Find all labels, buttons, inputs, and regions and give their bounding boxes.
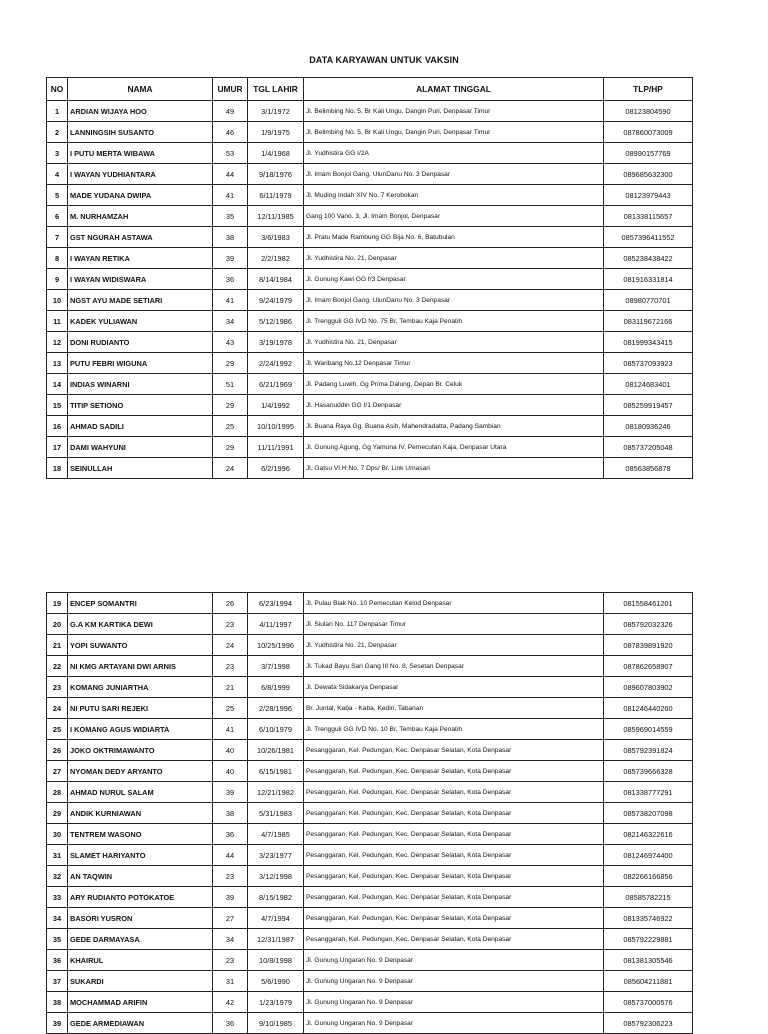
employee-table-part-1 bbox=[46, 77, 693, 479]
cell-tlp: 085238438422 bbox=[604, 248, 693, 269]
table-row bbox=[47, 866, 693, 887]
cell-tgl-lahir: 6/11/1979 bbox=[248, 185, 304, 206]
cell-umur: 23 bbox=[213, 866, 248, 887]
cell-no: 28 bbox=[47, 782, 68, 803]
cell-umur: 40 bbox=[213, 740, 248, 761]
cell-no: 29 bbox=[47, 803, 68, 824]
cell-alamat: Jl. Buana Raya Gg. Buana Asih, Mahendradatta, Padang Sambian bbox=[304, 416, 604, 437]
cell-no: 37 bbox=[47, 971, 68, 992]
cell-no: 33 bbox=[47, 887, 68, 908]
cell-nama: I WAYAN YUDHIANTARA bbox=[68, 164, 213, 185]
cell-alamat: Pesanggaran, Kel. Pedungan, Kec. Denpasar Selatan, Kota Denpasar bbox=[304, 824, 604, 845]
cell-umur: 39 bbox=[213, 248, 248, 269]
cell-tgl-lahir: 6/21/1969 bbox=[248, 374, 304, 395]
cell-umur: 36 bbox=[213, 269, 248, 290]
cell-tlp: 085737000576 bbox=[604, 992, 693, 1013]
cell-nama: TENTREM WASONO bbox=[68, 824, 213, 845]
cell-tgl-lahir: 6/8/1999 bbox=[248, 677, 304, 698]
table-row bbox=[47, 122, 693, 143]
cell-tlp: 085792306223 bbox=[604, 1013, 693, 1034]
table-row bbox=[47, 1013, 693, 1034]
cell-tgl-lahir: 8/14/1984 bbox=[248, 269, 304, 290]
cell-nama: KHAIRUL bbox=[68, 950, 213, 971]
table-row bbox=[47, 656, 693, 677]
cell-tlp: 087860073009 bbox=[604, 122, 693, 143]
cell-nama: MADE YUDANA DWIPA bbox=[68, 185, 213, 206]
cell-tgl-lahir: 9/18/1976 bbox=[248, 164, 304, 185]
cell-no: 16 bbox=[47, 416, 68, 437]
cell-tlp: 081916331814 bbox=[604, 269, 693, 290]
header-tgl-lahir: TGL LAHIR bbox=[248, 78, 304, 101]
cell-tgl-lahir: 4/7/1985 bbox=[248, 824, 304, 845]
cell-alamat: Jl. Yudhistira GG I/2A bbox=[304, 143, 604, 164]
cell-alamat: Pesanggaran, Kel. Pedungan, Kec. Denpasar Selatan, Kota Denpasar bbox=[304, 740, 604, 761]
cell-no: 35 bbox=[47, 929, 68, 950]
cell-tlp: 0857396411552 bbox=[604, 227, 693, 248]
table-row bbox=[47, 740, 693, 761]
cell-umur: 49 bbox=[213, 101, 248, 122]
cell-no: 24 bbox=[47, 698, 68, 719]
cell-tgl-lahir: 12/31/1987 bbox=[248, 929, 304, 950]
cell-alamat: Jl. Imam Bonjol Gang. UlunDanu No. 3 Denpasar bbox=[304, 164, 604, 185]
cell-tlp: 085259919457 bbox=[604, 395, 693, 416]
header-umur: UMUR bbox=[213, 78, 248, 101]
cell-tgl-lahir: 5/31/1983 bbox=[248, 803, 304, 824]
cell-no: 38 bbox=[47, 992, 68, 1013]
cell-nama: ENCEP SOMANTRI bbox=[68, 593, 213, 614]
cell-no: 34 bbox=[47, 908, 68, 929]
header-no: NO bbox=[47, 78, 68, 101]
cell-alamat: Jl. Belimbing No. 5, Br Kali Ungu, Dangin Puri, Denpasar Timur bbox=[304, 122, 604, 143]
cell-nama: G.A KM KARTIKA DEWI bbox=[68, 614, 213, 635]
cell-nama: LANNINGSIH SUSANTO bbox=[68, 122, 213, 143]
cell-alamat: Pesanggaran, Kel. Pedungan, Kec. Denpasar Selatan, Kota Denpasar bbox=[304, 782, 604, 803]
cell-nama: NYOMAN DEDY ARYANTO bbox=[68, 761, 213, 782]
cell-nama: NI PUTU SARI REJEKI bbox=[68, 698, 213, 719]
cell-tgl-lahir: 12/11/1985 bbox=[248, 206, 304, 227]
cell-tlp: 085792032326 bbox=[604, 614, 693, 635]
cell-alamat: Jl. Hasanuddin GG I/1 Denpasar bbox=[304, 395, 604, 416]
cell-umur: 38 bbox=[213, 803, 248, 824]
cell-tgl-lahir: 5/6/1990 bbox=[248, 971, 304, 992]
cell-tlp: 085792391824 bbox=[604, 740, 693, 761]
cell-alamat: Jl. Pratu Made Rambung GG Bija No. 6, Batubulan bbox=[304, 227, 604, 248]
cell-no: 17 bbox=[47, 437, 68, 458]
cell-no: 5 bbox=[47, 185, 68, 206]
cell-tlp: 081335746922 bbox=[604, 908, 693, 929]
table-row bbox=[47, 101, 693, 122]
cell-umur: 29 bbox=[213, 353, 248, 374]
cell-tlp: 08990157769 bbox=[604, 143, 693, 164]
cell-alamat: Jl. Trengguli GG IVD No. 10 Br. Tembau Kaja Penatih bbox=[304, 719, 604, 740]
cell-tlp: 082266166856 bbox=[604, 866, 693, 887]
cell-no: 6 bbox=[47, 206, 68, 227]
cell-tlp: 08585782215 bbox=[604, 887, 693, 908]
cell-nama: JOKO OKTRIMAWANTO bbox=[68, 740, 213, 761]
table-row bbox=[47, 677, 693, 698]
cell-nama: I WAYAN RETIKA bbox=[68, 248, 213, 269]
cell-nama: DAMI WAHYUNI bbox=[68, 437, 213, 458]
cell-umur: 23 bbox=[213, 950, 248, 971]
cell-umur: 25 bbox=[213, 698, 248, 719]
cell-umur: 21 bbox=[213, 677, 248, 698]
cell-no: 20 bbox=[47, 614, 68, 635]
cell-umur: 39 bbox=[213, 782, 248, 803]
cell-umur: 29 bbox=[213, 395, 248, 416]
table-row bbox=[47, 458, 693, 479]
table-row bbox=[47, 311, 693, 332]
table-row bbox=[47, 143, 693, 164]
cell-tgl-lahir: 1/23/1979 bbox=[248, 992, 304, 1013]
cell-nama: AN TAQWIN bbox=[68, 866, 213, 887]
table-row bbox=[47, 698, 693, 719]
cell-alamat: Jl. Tukad Bayu Sari Gang III No. 8, Sesetan Denpasar bbox=[304, 656, 604, 677]
cell-umur: 38 bbox=[213, 227, 248, 248]
cell-alamat: Pesanggaran, Kel. Pedungan, Kec. Denpasar Selatan, Kota Denpasar bbox=[304, 761, 604, 782]
cell-nama: I KOMANG AGUS WIDIARTA bbox=[68, 719, 213, 740]
table-row bbox=[47, 845, 693, 866]
cell-no: 9 bbox=[47, 269, 68, 290]
cell-alamat: Jl. Yudhistira No. 21, Denpasar bbox=[304, 635, 604, 656]
cell-tlp: 085737093923 bbox=[604, 353, 693, 374]
cell-umur: 42 bbox=[213, 992, 248, 1013]
table-row bbox=[47, 269, 693, 290]
table-row bbox=[47, 782, 693, 803]
cell-umur: 24 bbox=[213, 458, 248, 479]
cell-no: 10 bbox=[47, 290, 68, 311]
cell-alamat: Pesanggaran, Kel. Pedungan, Kec. Denpasar Selatan, Kota Denpasar bbox=[304, 908, 604, 929]
cell-alamat: Jl. Muding Indah XIV No. 7 Kerobokan bbox=[304, 185, 604, 206]
cell-umur: 29 bbox=[213, 437, 248, 458]
cell-tlp: 089685632300 bbox=[604, 164, 693, 185]
cell-no: 1 bbox=[47, 101, 68, 122]
cell-tgl-lahir: 10/26/1981 bbox=[248, 740, 304, 761]
cell-tgl-lahir: 3/19/1978 bbox=[248, 332, 304, 353]
cell-umur: 24 bbox=[213, 635, 248, 656]
cell-nama: YOPI SUWANTO bbox=[68, 635, 213, 656]
cell-no: 2 bbox=[47, 122, 68, 143]
table-row bbox=[47, 593, 693, 614]
header-nama: NAMA bbox=[68, 78, 213, 101]
cell-tlp: 087839891920 bbox=[604, 635, 693, 656]
cell-tgl-lahir: 3/7/1998 bbox=[248, 656, 304, 677]
cell-tlp: 087862658907 bbox=[604, 656, 693, 677]
cell-nama: ARDIAN WIJAYA HOO bbox=[68, 101, 213, 122]
table-row bbox=[47, 437, 693, 458]
cell-alamat: Jl. Gunung Ungaran No. 9 Denpasar bbox=[304, 992, 604, 1013]
cell-umur: 43 bbox=[213, 332, 248, 353]
table-row bbox=[47, 761, 693, 782]
cell-no: 32 bbox=[47, 866, 68, 887]
cell-umur: 31 bbox=[213, 971, 248, 992]
cell-nama: KOMANG JUNIARTHA bbox=[68, 677, 213, 698]
cell-tgl-lahir: 10/25/1996 bbox=[248, 635, 304, 656]
table-row bbox=[47, 614, 693, 635]
cell-tgl-lahir: 3/23/1977 bbox=[248, 845, 304, 866]
cell-alamat: Jl. Waribang No.12 Denpasar Timur bbox=[304, 353, 604, 374]
cell-tgl-lahir: 4/11/1997 bbox=[248, 614, 304, 635]
cell-tlp: 081558461201 bbox=[604, 593, 693, 614]
cell-alamat: Pesanggaran, Kel. Pedungan, Kec. Denpasar Selatan, Kota Denpasar bbox=[304, 845, 604, 866]
table-row bbox=[47, 824, 693, 845]
cell-tlp: 085969014559 bbox=[604, 719, 693, 740]
cell-tlp: 081999343415 bbox=[604, 332, 693, 353]
cell-umur: 27 bbox=[213, 908, 248, 929]
cell-no: 18 bbox=[47, 458, 68, 479]
cell-no: 11 bbox=[47, 311, 68, 332]
cell-nama: DONI RUDIANTO bbox=[68, 332, 213, 353]
table-row bbox=[47, 971, 693, 992]
cell-alamat: Jl. Gatsu VI H No. 7 Dps/ Br. Link Umasari bbox=[304, 458, 604, 479]
cell-no: 7 bbox=[47, 227, 68, 248]
cell-no: 21 bbox=[47, 635, 68, 656]
cell-alamat: Jl. Dewata Sidakarya Denpasar bbox=[304, 677, 604, 698]
cell-tlp: 085792229881 bbox=[604, 929, 693, 950]
table-row bbox=[47, 416, 693, 437]
cell-no: 15 bbox=[47, 395, 68, 416]
cell-tlp: 085739666328 bbox=[604, 761, 693, 782]
cell-alamat: Jl. Gunung Kawi GG f/3 Denpasar bbox=[304, 269, 604, 290]
table-row bbox=[47, 353, 693, 374]
cell-alamat: Jl. Gunung Ungaran No. 9 Denpasar bbox=[304, 1013, 604, 1034]
table-row bbox=[47, 719, 693, 740]
cell-umur: 44 bbox=[213, 164, 248, 185]
cell-umur: 44 bbox=[213, 845, 248, 866]
cell-tgl-lahir: 6/2/1996 bbox=[248, 458, 304, 479]
cell-tgl-lahir: 10/8/1998 bbox=[248, 950, 304, 971]
cell-tgl-lahir: 2/28/1996 bbox=[248, 698, 304, 719]
cell-umur: 46 bbox=[213, 122, 248, 143]
cell-umur: 25 bbox=[213, 416, 248, 437]
cell-nama: SUKARDI bbox=[68, 971, 213, 992]
cell-nama: SEINULLAH bbox=[68, 458, 213, 479]
cell-tlp: 082146322616 bbox=[604, 824, 693, 845]
cell-no: 3 bbox=[47, 143, 68, 164]
cell-no: 8 bbox=[47, 248, 68, 269]
table-row bbox=[47, 908, 693, 929]
cell-nama: NGST AYU MADE SETIARI bbox=[68, 290, 213, 311]
cell-no: 4 bbox=[47, 164, 68, 185]
cell-tgl-lahir: 1/9/1975 bbox=[248, 122, 304, 143]
cell-tlp: 081381305546 bbox=[604, 950, 693, 971]
cell-alamat: Gang 100 Vano. 3, Jl. Imam Bonjol, Denpasar bbox=[304, 206, 604, 227]
cell-umur: 23 bbox=[213, 656, 248, 677]
cell-tlp: 089607803902 bbox=[604, 677, 693, 698]
cell-tgl-lahir: 3/1/1972 bbox=[248, 101, 304, 122]
cell-nama: SLAMET HARIYANTO bbox=[68, 845, 213, 866]
cell-nama: PUTU FEBRI WIGUNA bbox=[68, 353, 213, 374]
cell-tgl-lahir: 9/10/1985 bbox=[248, 1013, 304, 1034]
cell-tgl-lahir: 6/23/1994 bbox=[248, 593, 304, 614]
cell-tlp: 08124683401 bbox=[604, 374, 693, 395]
cell-nama: AHMAD NURUL SALAM bbox=[68, 782, 213, 803]
table-row bbox=[47, 332, 693, 353]
table-row bbox=[47, 803, 693, 824]
cell-umur: 36 bbox=[213, 1013, 248, 1034]
cell-alamat: Pesanggaran, Kel. Pedungan, Kec. Denpasar Selatan, Kota Denpasar bbox=[304, 803, 604, 824]
cell-nama: NI KMG ARTAYANI DWI ARNIS bbox=[68, 656, 213, 677]
cell-alamat: Pesanggaran, Kel. Pedungan, Kec. Denpasar Selatan, Kota Denpasar bbox=[304, 887, 604, 908]
table-row bbox=[47, 950, 693, 971]
cell-alamat: Jl. Gunung Agung, Gg Yamuna IV, Pemecutan Kaja, Denpasar Utara bbox=[304, 437, 604, 458]
table-row bbox=[47, 185, 693, 206]
cell-tgl-lahir: 1/4/1968 bbox=[248, 143, 304, 164]
cell-tgl-lahir: 2/2/1982 bbox=[248, 248, 304, 269]
cell-alamat: Jl. Imam Bonjol Gang. UlunDanu No. 3 Denpasar bbox=[304, 290, 604, 311]
cell-umur: 51 bbox=[213, 374, 248, 395]
cell-alamat: Jl. Gunung Ungaran No. 9 Denpasar bbox=[304, 950, 604, 971]
cell-alamat: Pesanggaran, Kel. Pedungan, Kec. Denpasar Selatan, Kota Denpasar bbox=[304, 929, 604, 950]
cell-nama: ANDIK KURNIAWAN bbox=[68, 803, 213, 824]
cell-no: 19 bbox=[47, 593, 68, 614]
cell-no: 13 bbox=[47, 353, 68, 374]
cell-umur: 53 bbox=[213, 143, 248, 164]
table-row bbox=[47, 227, 693, 248]
cell-alamat: Jl. Trengguli GG IVD No. 75 Br. Tembau Kaja Penatih bbox=[304, 311, 604, 332]
table-row bbox=[47, 164, 693, 185]
cell-tgl-lahir: 11/11/1991 bbox=[248, 437, 304, 458]
cell-umur: 39 bbox=[213, 887, 248, 908]
cell-no: 23 bbox=[47, 677, 68, 698]
cell-nama: MOCHAMMAD ARIFIN bbox=[68, 992, 213, 1013]
cell-tlp: 081246974400 bbox=[604, 845, 693, 866]
cell-tlp: 081338115657 bbox=[604, 206, 693, 227]
table-row bbox=[47, 395, 693, 416]
cell-tgl-lahir: 6/15/1981 bbox=[248, 761, 304, 782]
cell-tlp: 085738207098 bbox=[604, 803, 693, 824]
cell-nama: GEDE ARMEDIAWAN bbox=[68, 1013, 213, 1034]
cell-no: 39 bbox=[47, 1013, 68, 1034]
cell-tgl-lahir: 10/10/1995 bbox=[248, 416, 304, 437]
cell-nama: BASORI YUSRON bbox=[68, 908, 213, 929]
cell-no: 25 bbox=[47, 719, 68, 740]
cell-tgl-lahir: 6/10/1979 bbox=[248, 719, 304, 740]
cell-nama: ARY RUDIANTO POTOKATOE bbox=[68, 887, 213, 908]
cell-nama: I WAYAN WIDISWARA bbox=[68, 269, 213, 290]
header-alamat: ALAMAT TINGGAL bbox=[304, 78, 604, 101]
cell-nama: AHMAD SADILI bbox=[68, 416, 213, 437]
cell-no: 30 bbox=[47, 824, 68, 845]
cell-alamat: Jl. Pulau Biak No. 10 Pemecutan Kelod Denpasar bbox=[304, 593, 604, 614]
table-row bbox=[47, 929, 693, 950]
cell-tlp: 08123804590 bbox=[604, 101, 693, 122]
cell-alamat: Jl. Gunung Ungaran No. 9 Denpasar bbox=[304, 971, 604, 992]
cell-alamat: Jl. Padang Luwih, Gg Prima Dalung, Depan Br. Celuk bbox=[304, 374, 604, 395]
cell-tgl-lahir: 8/15/1982 bbox=[248, 887, 304, 908]
table-row bbox=[47, 248, 693, 269]
cell-tlp: 083119672166 bbox=[604, 311, 693, 332]
cell-umur: 23 bbox=[213, 614, 248, 635]
cell-no: 12 bbox=[47, 332, 68, 353]
table-row bbox=[47, 206, 693, 227]
cell-no: 36 bbox=[47, 950, 68, 971]
cell-nama: I PUTU MERTA WIBAWA bbox=[68, 143, 213, 164]
table-row bbox=[47, 992, 693, 1013]
cell-tlp: 08563856878 bbox=[604, 458, 693, 479]
cell-tlp: 081338777291 bbox=[604, 782, 693, 803]
cell-umur: 40 bbox=[213, 761, 248, 782]
cell-alamat: Br. Juntal, Kaba - Kaba, Kediri, Tabanan bbox=[304, 698, 604, 719]
cell-no: 31 bbox=[47, 845, 68, 866]
cell-tlp: 085737205048 bbox=[604, 437, 693, 458]
header-tlp: TLP/HP bbox=[604, 78, 693, 101]
cell-nama: GST NGURAH ASTAWA bbox=[68, 227, 213, 248]
table-row bbox=[47, 374, 693, 395]
cell-umur: 34 bbox=[213, 311, 248, 332]
cell-nama: GEDE DARMAYASA bbox=[68, 929, 213, 950]
table-row bbox=[47, 887, 693, 908]
table-header-row bbox=[47, 78, 693, 101]
table-row bbox=[47, 635, 693, 656]
cell-umur: 34 bbox=[213, 929, 248, 950]
employee-table-part-2 bbox=[46, 592, 693, 1034]
cell-tgl-lahir: 9/24/1979 bbox=[248, 290, 304, 311]
document-title: DATA KARYAWAN UNTUK VAKSIN bbox=[309, 55, 459, 65]
cell-tlp: 08980770701 bbox=[604, 290, 693, 311]
cell-umur: 35 bbox=[213, 206, 248, 227]
cell-tgl-lahir: 1/4/1992 bbox=[248, 395, 304, 416]
cell-nama: M. NURHAMZAH bbox=[68, 206, 213, 227]
cell-alamat: Jl. Yudhistira No. 21, Denpasar bbox=[304, 248, 604, 269]
cell-tgl-lahir: 5/12/1986 bbox=[248, 311, 304, 332]
cell-no: 22 bbox=[47, 656, 68, 677]
cell-alamat: Jl. Siulan No. 117 Denpasar Timur bbox=[304, 614, 604, 635]
cell-umur: 41 bbox=[213, 185, 248, 206]
cell-alamat: Pesanggaran, Kel. Pedungan, Kec. Denpasar Selatan, Kota Denpasar bbox=[304, 866, 604, 887]
cell-tlp: 081246440260 bbox=[604, 698, 693, 719]
cell-no: 27 bbox=[47, 761, 68, 782]
cell-nama: INDIAS WINARNI bbox=[68, 374, 213, 395]
cell-tgl-lahir: 2/24/1992 bbox=[248, 353, 304, 374]
cell-alamat: Jl. Yudhistira No. 21, Denpasar bbox=[304, 332, 604, 353]
cell-tlp: 085604211881 bbox=[604, 971, 693, 992]
cell-umur: 41 bbox=[213, 290, 248, 311]
table-row bbox=[47, 290, 693, 311]
cell-no: 26 bbox=[47, 740, 68, 761]
cell-nama: KADEK YULIAWAN bbox=[68, 311, 213, 332]
cell-umur: 26 bbox=[213, 593, 248, 614]
cell-tlp: 08123979443 bbox=[604, 185, 693, 206]
cell-tgl-lahir: 12/21/1982 bbox=[248, 782, 304, 803]
cell-umur: 41 bbox=[213, 719, 248, 740]
cell-tgl-lahir: 4/7/1994 bbox=[248, 908, 304, 929]
cell-umur: 36 bbox=[213, 824, 248, 845]
cell-nama: TITIP SETIONO bbox=[68, 395, 213, 416]
cell-tlp: 08180936246 bbox=[604, 416, 693, 437]
cell-tgl-lahir: 3/12/1998 bbox=[248, 866, 304, 887]
cell-tgl-lahir: 3/6/1983 bbox=[248, 227, 304, 248]
cell-no: 14 bbox=[47, 374, 68, 395]
cell-alamat: Jl. Belimbing No. 5, Br Kali Ungu, Dangin Puri, Denpasar Timur bbox=[304, 101, 604, 122]
